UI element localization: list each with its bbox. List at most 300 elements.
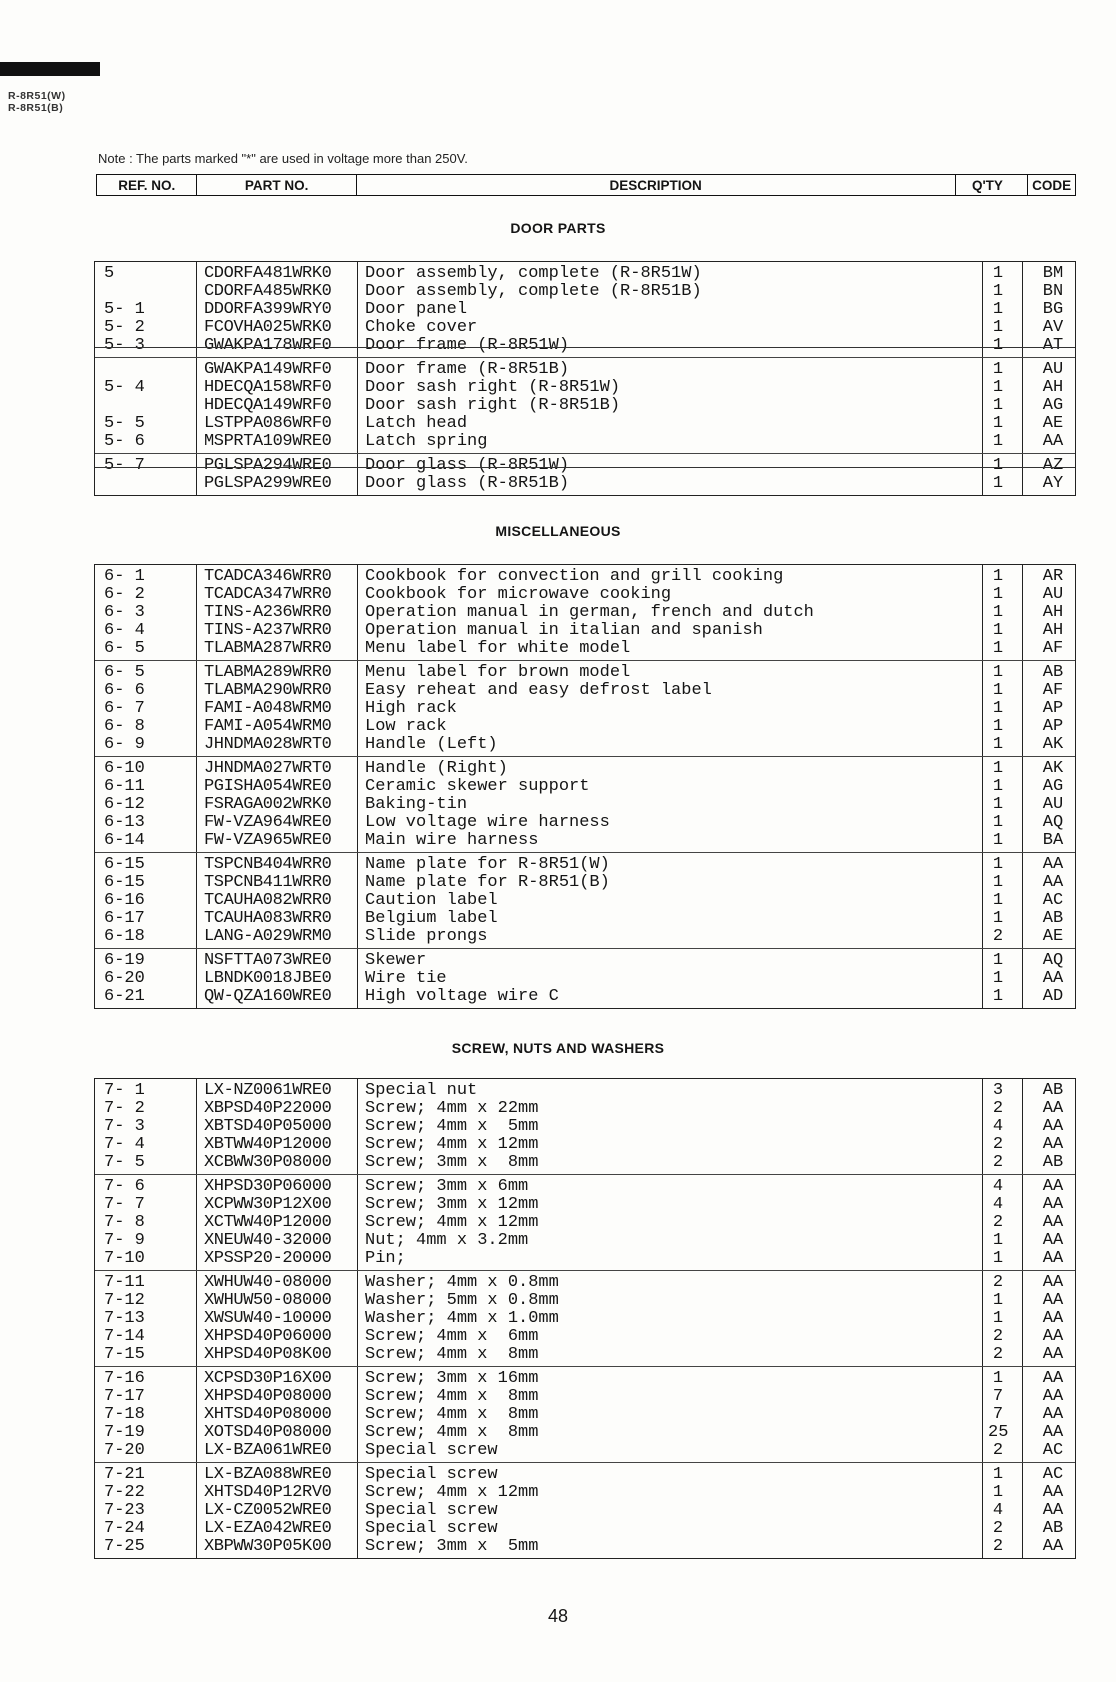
price-code: AV	[1042, 318, 1064, 337]
quantity: 1	[992, 621, 1004, 640]
table-row	[95, 736, 1075, 754]
part-no: TSPCNB404WRR0	[204, 855, 332, 874]
table-row	[95, 1250, 1075, 1268]
table-row	[95, 1406, 1075, 1424]
price-code: AD	[1042, 987, 1064, 1006]
quantity: 1	[992, 474, 1004, 493]
description: Screw; 4mm x 8mm	[365, 1387, 539, 1406]
price-code: AT	[1042, 336, 1064, 355]
price-code: AP	[1042, 717, 1064, 736]
price-code: AA	[1042, 969, 1064, 988]
description: Door sash right (R-8R51B)	[365, 396, 621, 415]
price-code: AA	[1042, 1501, 1064, 1520]
description: Special screw	[365, 1465, 498, 1484]
table-row	[95, 586, 1075, 604]
part-no: LX-CZ0052WRE0	[204, 1501, 332, 1520]
part-no: TLABMA287WRR0	[204, 639, 332, 658]
quantity: 1	[992, 873, 1004, 892]
ref-no: 7-10	[104, 1249, 145, 1268]
ref-no: 6-10	[104, 759, 145, 778]
row-group	[95, 948, 1075, 1008]
part-no: HDECQA149WRF0	[204, 396, 332, 415]
ref-no: 6- 8	[104, 717, 145, 736]
col-part-no: PART NO.	[197, 175, 356, 195]
quantity: 2	[992, 1537, 1004, 1556]
part-no: MSPRTA109WRE0	[204, 432, 332, 451]
quantity: 2	[992, 1099, 1004, 1118]
quantity: 1	[992, 378, 1004, 397]
part-no: FW-VZA965WRE0	[204, 831, 332, 850]
table-row	[95, 814, 1075, 832]
ref-no: 6-15	[104, 873, 145, 892]
ref-no: 7-13	[104, 1309, 145, 1328]
description: Main wire harness	[365, 831, 539, 850]
part-no: LBNDK0018JBE0	[204, 969, 332, 988]
quantity: 2	[992, 1519, 1004, 1538]
miscellaneous-table	[94, 564, 1076, 1009]
ref-no: 6-18	[104, 927, 145, 946]
ref-no: 6-11	[104, 777, 145, 796]
part-no: DDORFA399WRY0	[204, 300, 332, 319]
column-header-row	[96, 174, 1076, 196]
ref-no: 7- 6	[104, 1177, 145, 1196]
price-code: AU	[1042, 585, 1064, 604]
description: Special screw	[365, 1441, 498, 1460]
description: Special nut	[365, 1081, 478, 1100]
part-no: FAMI-A054WRM0	[204, 717, 332, 736]
table-row	[95, 604, 1075, 622]
table-row	[95, 640, 1075, 658]
ref-no: 6- 5	[104, 663, 145, 682]
description: Low rack	[365, 717, 447, 736]
quantity: 2	[992, 1327, 1004, 1346]
part-no: XBPSD40P22000	[204, 1099, 332, 1118]
table-row	[95, 1118, 1075, 1136]
part-no: TINS-A237WRR0	[204, 621, 332, 640]
ref-no: 7-15	[104, 1345, 145, 1364]
row-group	[95, 453, 1075, 495]
part-no: TSPCNB411WRR0	[204, 873, 332, 892]
quantity: 4	[992, 1177, 1004, 1196]
description: Name plate for R-8R51(B)	[365, 873, 610, 892]
part-no: LANG-A029WRM0	[204, 927, 332, 946]
table-row	[95, 1154, 1075, 1172]
table-row	[95, 988, 1075, 1006]
price-code: AC	[1042, 1441, 1064, 1460]
price-code: AK	[1042, 735, 1064, 754]
ref-no: 5- 5	[104, 414, 145, 433]
col-description: DESCRIPTION	[357, 175, 956, 195]
row-group	[95, 357, 1075, 453]
ref-no: 5- 3	[104, 336, 145, 355]
quantity: 1	[992, 1291, 1004, 1310]
quantity: 1	[992, 456, 1004, 475]
price-code: AB	[1042, 909, 1064, 928]
price-code: BN	[1042, 282, 1064, 301]
description: Door frame (R-8R51B)	[365, 360, 570, 379]
ref-no: 7- 2	[104, 1099, 145, 1118]
part-no: HDECQA158WRF0	[204, 378, 332, 397]
table-row	[95, 475, 1075, 493]
ref-no: 7-18	[104, 1405, 145, 1424]
price-code: AF	[1042, 681, 1064, 700]
quantity: 1	[992, 813, 1004, 832]
ref-no: 7-11	[104, 1273, 145, 1292]
part-no: FSRAGA002WRK0	[204, 795, 332, 814]
description: Belgium label	[365, 909, 498, 928]
voltage-note: Note : The parts marked "*" are used in voltage more than 250V.	[98, 151, 468, 166]
table-row	[95, 1310, 1075, 1328]
quantity: 7	[992, 1405, 1004, 1424]
part-no: TLABMA289WRR0	[204, 663, 332, 682]
ref-no: 7- 5	[104, 1153, 145, 1172]
description: High rack	[365, 699, 457, 718]
ref-no: 7- 4	[104, 1135, 145, 1154]
part-no: FCOVHA025WRK0	[204, 318, 332, 337]
quantity: 2	[992, 1441, 1004, 1460]
description: Caution label	[365, 891, 498, 910]
ref-no: 6-21	[104, 987, 145, 1006]
part-no: XHPSD40P08000	[204, 1387, 332, 1406]
part-no: XNEUW40-32000	[204, 1231, 332, 1250]
price-code: AC	[1042, 1465, 1064, 1484]
quantity: 1	[992, 282, 1004, 301]
ref-no: 6-15	[104, 855, 145, 874]
table-row	[95, 1424, 1075, 1442]
description: Door sash right (R-8R51W)	[365, 378, 621, 397]
table-row	[95, 952, 1075, 970]
quantity: 3	[992, 1081, 1004, 1100]
price-code: AE	[1042, 927, 1064, 946]
table-row	[95, 622, 1075, 640]
ref-no: 6- 7	[104, 699, 145, 718]
quantity: 2	[992, 1345, 1004, 1364]
quantity: 1	[992, 951, 1004, 970]
description: Latch head	[365, 414, 468, 433]
quantity: 1	[992, 1309, 1004, 1328]
price-code: AA	[1042, 1117, 1064, 1136]
description: Screw; 4mm x 5mm	[365, 1117, 539, 1136]
table-row	[95, 1484, 1075, 1502]
quantity: 1	[992, 432, 1004, 451]
table-row	[95, 301, 1075, 319]
ref-no: 5- 1	[104, 300, 145, 319]
part-no: XOTSD40P08000	[204, 1423, 332, 1442]
row-group	[95, 756, 1075, 852]
table-row	[95, 1370, 1075, 1388]
ref-no: 5- 7	[104, 456, 145, 475]
price-code: AB	[1042, 1081, 1064, 1100]
part-no: PGLSPA299WRE0	[204, 474, 332, 493]
ref-no: 7-25	[104, 1537, 145, 1556]
table-row	[95, 415, 1075, 433]
part-no: GWAKPA178WRF0	[204, 336, 332, 355]
quantity: 1	[992, 1369, 1004, 1388]
price-code: AE	[1042, 414, 1064, 433]
price-code: AA	[1042, 1195, 1064, 1214]
price-code: AA	[1042, 1369, 1064, 1388]
quantity: 2	[992, 1135, 1004, 1154]
part-no: XCBWW30P08000	[204, 1153, 332, 1172]
table-row	[95, 700, 1075, 718]
price-code: AQ	[1042, 951, 1064, 970]
table-row	[95, 1442, 1075, 1460]
part-no: LX-BZA061WRE0	[204, 1441, 332, 1460]
part-no: XHTSD40P12RV0	[204, 1483, 332, 1502]
part-no: TINS-A236WRR0	[204, 603, 332, 622]
quantity: 1	[992, 759, 1004, 778]
part-no: QW-QZA160WRE0	[204, 987, 332, 1006]
page-number: 48	[547, 1606, 569, 1626]
description: Special screw	[365, 1501, 498, 1520]
quantity: 1	[992, 987, 1004, 1006]
description: Screw; 4mm x 12mm	[365, 1483, 539, 1502]
part-no: FW-VZA964WRE0	[204, 813, 332, 832]
price-code: AA	[1042, 1387, 1064, 1406]
quantity: 1	[992, 603, 1004, 622]
quantity: 1	[992, 663, 1004, 682]
ref-no: 6-19	[104, 951, 145, 970]
part-no: XPSSP20-20000	[204, 1249, 332, 1268]
description: Nut; 4mm x 3.2mm	[365, 1231, 529, 1250]
quantity: 1	[992, 264, 1004, 283]
ref-no: 7- 9	[104, 1231, 145, 1250]
quantity: 4	[992, 1117, 1004, 1136]
description: Name plate for R-8R51(W)	[365, 855, 610, 874]
description: Handle (Left)	[365, 735, 498, 754]
description: Washer; 4mm x 0.8mm	[365, 1273, 559, 1292]
table-row	[95, 337, 1075, 355]
section-title-door-parts: DOOR PARTS	[510, 220, 606, 236]
description: Washer; 4mm x 1.0mm	[365, 1309, 559, 1328]
price-code: AQ	[1042, 813, 1064, 832]
quantity: 1	[992, 717, 1004, 736]
description: Door glass (R-8R51B)	[365, 474, 570, 493]
table-row	[95, 379, 1075, 397]
quantity: 2	[992, 1153, 1004, 1172]
row-group	[95, 660, 1075, 756]
description: Door assembly, complete (R-8R51B)	[365, 282, 702, 301]
price-code: AB	[1042, 1153, 1064, 1172]
table-row	[95, 1502, 1075, 1520]
quantity: 1	[992, 969, 1004, 988]
quantity: 1	[992, 795, 1004, 814]
table-row	[95, 892, 1075, 910]
ref-no: 6-13	[104, 813, 145, 832]
price-code: AA	[1042, 1405, 1064, 1424]
ref-no: 6- 4	[104, 621, 145, 640]
ref-no: 5	[104, 264, 115, 283]
description: Screw; 3mm x 5mm	[365, 1537, 539, 1556]
quantity: 1	[992, 1483, 1004, 1502]
price-code: AF	[1042, 639, 1064, 658]
part-no: XCPSD30P16X00	[204, 1369, 332, 1388]
ref-no: 7-12	[104, 1291, 145, 1310]
part-no: PGLSPA294WRE0	[204, 456, 332, 475]
quantity: 1	[992, 567, 1004, 586]
part-no: CDORFA481WRK0	[204, 264, 332, 283]
quantity: 1	[992, 1465, 1004, 1484]
part-no: LX-BZA088WRE0	[204, 1465, 332, 1484]
price-code: AA	[1042, 1231, 1064, 1250]
part-no: XBTSD40P05000	[204, 1117, 332, 1136]
part-no: JHNDMA027WRT0	[204, 759, 332, 778]
quantity: 1	[992, 336, 1004, 355]
table-row	[95, 433, 1075, 451]
part-no: LX-EZA042WRE0	[204, 1519, 332, 1538]
quantity: 4	[992, 1501, 1004, 1520]
quantity: 7	[992, 1387, 1004, 1406]
ref-no: 7-14	[104, 1327, 145, 1346]
row-group	[95, 565, 1075, 660]
description: Skewer	[365, 951, 427, 970]
part-no: PGISHA054WRE0	[204, 777, 332, 796]
ref-no: 7- 7	[104, 1195, 145, 1214]
table-row	[95, 664, 1075, 682]
price-code: AA	[1042, 432, 1064, 451]
description: Choke cover	[365, 318, 478, 337]
quantity: 1	[992, 891, 1004, 910]
description: Screw; 3mm x 8mm	[365, 1153, 539, 1172]
table-row	[95, 928, 1075, 946]
quantity: 4	[992, 1195, 1004, 1214]
row-group	[95, 262, 1075, 357]
table-row	[95, 1466, 1075, 1484]
quantity: 2	[992, 927, 1004, 946]
description: Handle (Right)	[365, 759, 508, 778]
price-code: AK	[1042, 759, 1064, 778]
ref-no: 6- 5	[104, 639, 145, 658]
table-row	[95, 1136, 1075, 1154]
ref-no: 6- 6	[104, 681, 145, 700]
model-label-black: R-8R51(B)	[8, 102, 64, 114]
ref-no: 6-17	[104, 909, 145, 928]
ref-no: 7- 8	[104, 1213, 145, 1232]
description: Ceramic skewer support	[365, 777, 590, 796]
quantity: 1	[992, 681, 1004, 700]
part-no: TCADCA346WRR0	[204, 567, 332, 586]
table-row	[95, 1082, 1075, 1100]
description: Screw; 3mm x 6mm	[365, 1177, 529, 1196]
table-row	[95, 1274, 1075, 1292]
price-code: AB	[1042, 1519, 1064, 1538]
description: Latch spring	[365, 432, 488, 451]
table-row	[95, 910, 1075, 928]
part-no: XBPWW30P05K00	[204, 1537, 332, 1556]
quantity: 25	[988, 1423, 1009, 1442]
table-row	[95, 265, 1075, 283]
price-code: AA	[1042, 1345, 1064, 1364]
quantity: 1	[992, 300, 1004, 319]
ref-no: 7-17	[104, 1387, 145, 1406]
price-code: AA	[1042, 1291, 1064, 1310]
description: Door assembly, complete (R-8R51W)	[365, 264, 702, 283]
quantity: 1	[992, 360, 1004, 379]
description: Easy reheat and easy defrost label	[365, 681, 712, 700]
door-parts-table	[94, 261, 1076, 496]
price-code: AA	[1042, 1309, 1064, 1328]
quantity: 1	[992, 639, 1004, 658]
ref-no: 6-14	[104, 831, 145, 850]
table-row	[95, 1232, 1075, 1250]
ref-no: 5- 2	[104, 318, 145, 337]
part-no: XHPSD40P08K00	[204, 1345, 332, 1364]
ref-no: 6- 9	[104, 735, 145, 754]
part-no: XHPSD40P06000	[204, 1327, 332, 1346]
ref-no: 6- 2	[104, 585, 145, 604]
header-black-bar	[0, 62, 100, 76]
table-row	[95, 457, 1075, 475]
description: Operation manual in italian and spanish	[365, 621, 763, 640]
ref-no: 5- 6	[104, 432, 145, 451]
table-row	[95, 778, 1075, 796]
col-qty: Q'TY	[971, 177, 1003, 193]
row-group	[95, 1270, 1075, 1366]
description: Menu label for white model	[365, 639, 631, 658]
ref-no: 7-24	[104, 1519, 145, 1538]
price-code: AB	[1042, 663, 1064, 682]
row-group	[95, 1079, 1075, 1174]
table-row	[95, 361, 1075, 379]
quantity: 1	[992, 855, 1004, 874]
quantity: 1	[992, 831, 1004, 850]
quantity: 1	[992, 1249, 1004, 1268]
model-label-white: R-8R51(W)	[8, 90, 66, 102]
description: Baking-tin	[365, 795, 468, 814]
part-no: FAMI-A048WRM0	[204, 699, 332, 718]
table-row	[95, 970, 1075, 988]
ref-no: 7- 3	[104, 1117, 145, 1136]
part-no: GWAKPA149WRF0	[204, 360, 332, 379]
description: Special screw	[365, 1519, 498, 1538]
price-code: AU	[1042, 360, 1064, 379]
description: Screw; 4mm x 12mm	[365, 1213, 539, 1232]
description: Screw; 3mm x 16mm	[365, 1369, 539, 1388]
ref-no: 6-20	[104, 969, 145, 988]
part-no: NSFTTA073WRE0	[204, 951, 332, 970]
part-no: XWSUW40-10000	[204, 1309, 332, 1328]
table-row	[95, 1388, 1075, 1406]
ref-no: 7-23	[104, 1501, 145, 1520]
table-row	[95, 1214, 1075, 1232]
ref-no: 6- 1	[104, 567, 145, 586]
price-code: AY	[1042, 474, 1064, 493]
ref-no: 7-21	[104, 1465, 145, 1484]
description: High voltage wire C	[365, 987, 559, 1006]
part-no: XWHUW40-08000	[204, 1273, 332, 1292]
description: Washer; 5mm x 0.8mm	[365, 1291, 559, 1310]
price-code: AA	[1042, 1273, 1064, 1292]
col-code: CODE	[1027, 175, 1075, 195]
description: Cookbook for convection and grill cooking	[365, 567, 784, 586]
ref-no: 6-16	[104, 891, 145, 910]
table-row	[95, 1178, 1075, 1196]
table-row	[95, 760, 1075, 778]
table-row	[95, 682, 1075, 700]
ref-no: 6- 3	[104, 603, 145, 622]
ref-no: 7-22	[104, 1483, 145, 1502]
table-row	[95, 1100, 1075, 1118]
price-code: BG	[1042, 300, 1064, 319]
part-no: JHNDMA028WRT0	[204, 735, 332, 754]
quantity: 1	[992, 318, 1004, 337]
part-no: LX-NZ0061WRE0	[204, 1081, 332, 1100]
price-code: AH	[1042, 621, 1064, 640]
description: Door glass (R-8R51W)	[365, 456, 570, 475]
table-row	[95, 1520, 1075, 1538]
price-code: AZ	[1042, 456, 1064, 475]
description: Screw; 4mm x 8mm	[365, 1405, 539, 1424]
